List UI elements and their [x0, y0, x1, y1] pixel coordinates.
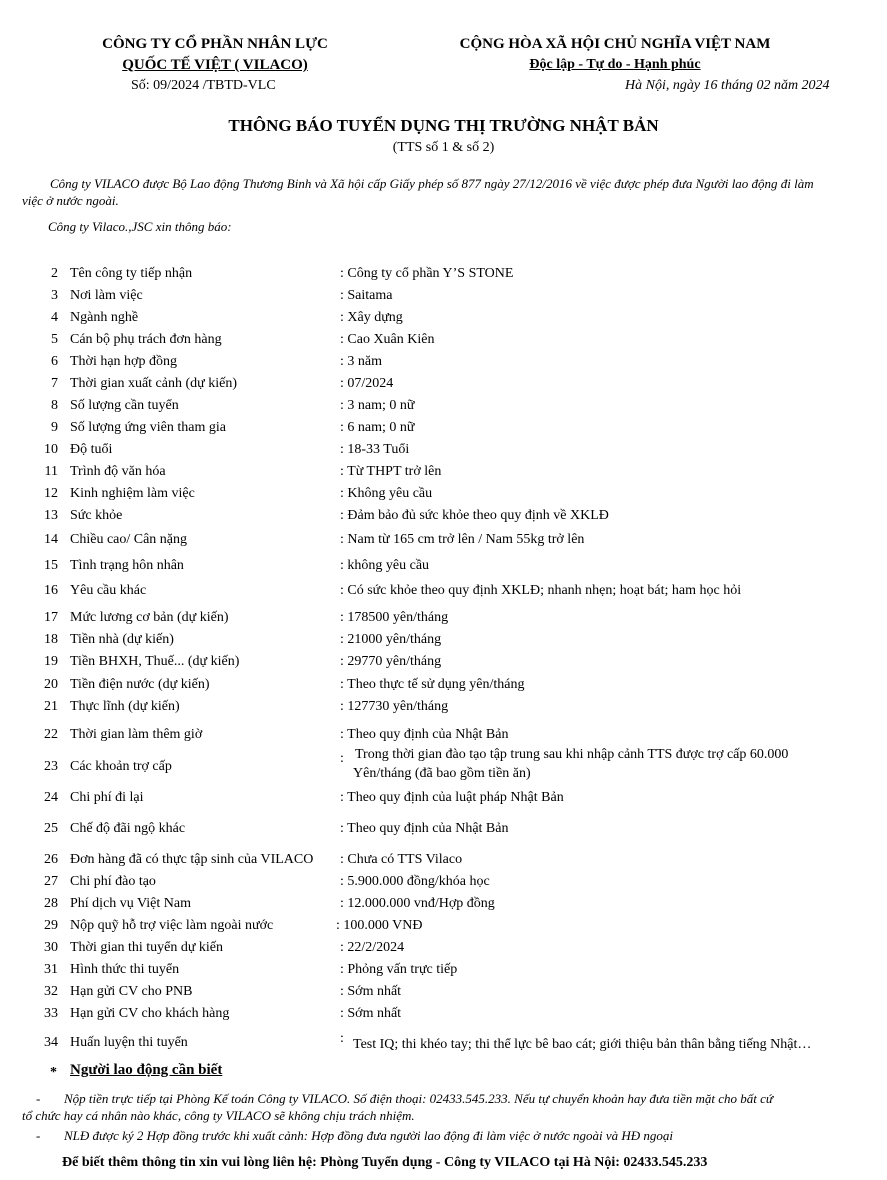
row-label: Tiền BHXH, Thuế... (dự kiến) — [70, 654, 240, 669]
row-value: : Đảm bảo đủ sức khỏe theo quy định về XKLĐ — [340, 508, 609, 523]
row-label: Chi phí đào tạo — [70, 874, 156, 889]
row-number: 26 — [44, 852, 58, 867]
row-value: : Không yêu cầu — [340, 486, 433, 501]
notice-contract: NLĐ được ký 2 Hợp đồng trước khi xuất cảnh: Hợp đồng đưa người lao động đi làm việc ở nước ngoài và HĐ ngoại — [64, 1128, 673, 1143]
row-value: : 3 nam; 0 nữ — [340, 398, 415, 413]
row-label: Tiền điện nước (dự kiến) — [70, 677, 210, 692]
row-value: : 22/2/2024 — [340, 940, 405, 955]
row-number: 25 — [44, 821, 58, 836]
row-number: 27 — [44, 874, 58, 889]
row-value: : 12.000.000 vnđ/Hợp đồng — [340, 896, 495, 911]
nation-motto: Độc lập - Tự do - Hạnh phúc — [529, 57, 701, 72]
row-value: : không yêu cầu — [340, 558, 430, 573]
row-number: 6 — [51, 354, 58, 369]
row-number: 24 — [44, 790, 58, 805]
row-label: Hạn gửi CV cho PNB — [70, 984, 193, 999]
row-number: 3 — [51, 288, 58, 303]
row-value: : 29770 yên/tháng — [340, 654, 442, 669]
row-label: Yêu cầu khác — [70, 583, 147, 598]
row-number: 4 — [51, 310, 58, 325]
page-subtitle: (TTS số 1 & số 2) — [392, 140, 495, 155]
row-value: : 18-33 Tuổi — [340, 442, 410, 457]
row-label: Ngành nghề — [70, 310, 139, 325]
row-number: 29 — [44, 918, 58, 933]
row-label: Kinh nghiệm làm việc — [70, 486, 195, 501]
dash-icon: - — [36, 1091, 41, 1106]
row-value: : Xây dựng — [340, 310, 403, 325]
row-value: : 21000 yên/tháng — [340, 632, 442, 647]
row-number: 10 — [44, 442, 58, 457]
row-value: : Nam từ 165 cm trở lên / Nam 55kg trở lên — [340, 532, 585, 547]
row-value: : 178500 yên/tháng — [340, 610, 449, 625]
nation-title: CỘNG HÒA XÃ HỘI CHỦ NGHĨA VIỆT NAM — [459, 36, 771, 52]
row-number: 14 — [44, 532, 58, 547]
notice-payment: Nộp tiền trực tiếp tại Phòng Kế toán Công ty VILACO. Số điện thoại: 02433.545.233. Nếu tự chuyển khoản hay đưa tiền mặt cho bất cứ — [64, 1091, 773, 1106]
row-label: Số lượng cần tuyển — [70, 398, 179, 413]
intro-license: Công ty VILACO được Bộ Lao động Thương Binh và Xã hội cấp Giấy phép số 877 ngày 27/12/2016 về việc được phép đưa Người lao động đi làm — [50, 176, 814, 191]
row-number: 13 — [44, 508, 58, 523]
row-value: : 127730 yên/tháng — [340, 699, 449, 714]
contact-footer: Để biết thêm thông tin xin vui lòng liên hệ: Phòng Tuyển dụng - Công ty VILACO tại Hà Nội: 02433.545.233 — [62, 1155, 708, 1170]
row-label: Đơn hàng đã có thực tập sinh của VILACO — [70, 852, 314, 867]
row-label: Nơi làm việc — [70, 288, 143, 303]
row-number: 2 — [51, 266, 58, 281]
row-value: : 100.000 VNĐ — [336, 918, 423, 933]
row-number: 19 — [44, 654, 58, 669]
row-label: Hạn gửi CV cho khách hàng — [70, 1006, 230, 1021]
row-number: 8 — [51, 398, 58, 413]
document-date: Hà Nội, ngày 16 tháng 02 năm 2024 — [625, 78, 830, 93]
row-label: Thời hạn hợp đồng — [70, 354, 177, 369]
intro-announce: Công ty Vilaco.,JSC xin thông báo: — [48, 219, 232, 234]
row-value: : Chưa có TTS Vilaco — [340, 852, 463, 867]
row-label: Độ tuổi — [70, 442, 113, 457]
row-label: Mức lương cơ bản (dự kiến) — [70, 610, 229, 625]
row-value: : Saitama — [340, 288, 393, 303]
row-value: : 6 nam; 0 nữ — [340, 420, 415, 435]
company-name-line2: QUỐC TẾ VIỆT ( VILACO) — [122, 57, 308, 73]
row-number: 31 — [44, 962, 58, 977]
row-number: 30 — [44, 940, 58, 955]
row-label: Cán bộ phụ trách đơn hàng — [70, 332, 222, 347]
row-label: Huấn luyện thi tuyển — [70, 1035, 188, 1050]
row-number: 22 — [44, 727, 58, 742]
row-label: Thời gian xuất cảnh (dự kiến) — [70, 376, 237, 391]
page-title: THÔNG BÁO TUYỂN DỤNG THỊ TRƯỜNG NHẬT BẢN — [228, 116, 659, 135]
row-label: Số lượng ứng viên tham gia — [70, 420, 226, 435]
row-value: : Theo quy định của Nhật Bản — [340, 727, 509, 742]
row-label: Phí dịch vụ Việt Nam — [70, 896, 192, 911]
row-label: Tên công ty tiếp nhận — [70, 266, 193, 281]
row-number: 20 — [44, 677, 58, 692]
row-number: 12 — [44, 486, 58, 501]
row-label: Các khoản trợ cấp — [70, 759, 172, 774]
row-label: Chiều cao/ Cân nặng — [70, 532, 188, 547]
row-value: : 5.900.000 đồng/khóa học — [340, 874, 490, 889]
row-value: : 07/2024 — [340, 376, 394, 391]
row-number: 7 — [51, 376, 58, 391]
row-value: : Có sức khỏe theo quy định XKLĐ; nhanh nhẹn; hoạt bát; ham học hỏi — [340, 583, 742, 598]
bullet-icon: * — [50, 1065, 57, 1080]
row-number: 11 — [44, 464, 58, 479]
intro-license-cont: việc ở nước ngoài. — [22, 193, 119, 208]
row-label: Tiền nhà (dự kiến) — [70, 632, 174, 647]
row-value: : Theo quy định của luật pháp Nhật Bản — [340, 790, 564, 805]
row-number: 21 — [44, 699, 58, 714]
row-value: : Từ THPT trở lên — [340, 464, 442, 479]
row-value: : Phỏng vấn trực tiếp — [340, 962, 458, 977]
row-label: Nộp quỹ hỗ trợ việc làm ngoài nước — [70, 918, 274, 933]
row-value: : Sớm nhất — [340, 984, 402, 999]
dash-icon: - — [36, 1128, 41, 1143]
row-value: Trong thời gian đào tạo tập trung sau khi nhập cảnh TTS được trợ cấp 60.000 — [355, 747, 789, 762]
row-value: : Theo thực tế sử dụng yên/tháng — [340, 677, 525, 692]
row-number: 32 — [44, 984, 58, 999]
row-value: : Cao Xuân Kiên — [340, 332, 435, 347]
row-value: : Sớm nhất — [340, 1006, 402, 1021]
row-colon: : — [340, 751, 344, 766]
row-number: 28 — [44, 896, 58, 911]
row-number: 9 — [51, 420, 58, 435]
row-label: Thời gian làm thêm giờ — [70, 727, 203, 742]
notice-heading: Người lao động cần biết — [70, 1062, 223, 1078]
row-value: : Công ty cổ phần Y’S STONE — [340, 266, 514, 281]
row-label: Chế độ đãi ngộ khác — [70, 821, 186, 836]
row-label: Thực lĩnh (dự kiến) — [70, 699, 180, 714]
row-label: Sức khỏe — [70, 508, 123, 523]
row-value: : 3 năm — [340, 354, 382, 369]
row-number: 15 — [44, 558, 58, 573]
row-number: 33 — [44, 1006, 58, 1021]
row-colon: : — [340, 1031, 344, 1046]
row-value: Test IQ; thi khéo tay; thi thể lực bê bao cát; giới thiệu bản thân bằng tiếng Nhật… — [353, 1037, 812, 1052]
row-value: : Theo quy định của Nhật Bản — [340, 821, 509, 836]
row-number: 18 — [44, 632, 58, 647]
row-label: Trình độ văn hóa — [70, 464, 166, 479]
company-name: CÔNG TY CỔ PHẦN NHÂN LỰC — [102, 36, 328, 52]
row-number: 16 — [44, 583, 58, 598]
document-number: Số: 09/2024 /TBTD-VLC — [131, 78, 276, 93]
row-label: Chi phí đi lại — [70, 790, 144, 805]
row-label: Tình trạng hôn nhân — [70, 558, 184, 573]
notice-payment-cont: tổ chức hay cá nhân nào khác, công ty VILACO sẽ không chịu trách nhiệm. — [22, 1108, 415, 1123]
row-label: Hình thức thi tuyển — [70, 962, 180, 977]
row-number: 23 — [44, 759, 58, 774]
row-number: 17 — [44, 610, 58, 625]
row-number: 34 — [44, 1035, 58, 1050]
row-value-cont: Yên/tháng (đã bao gồm tiền ăn) — [353, 766, 531, 781]
row-label: Thời gian thi tuyển dự kiến — [70, 940, 224, 955]
row-number: 5 — [51, 332, 58, 347]
